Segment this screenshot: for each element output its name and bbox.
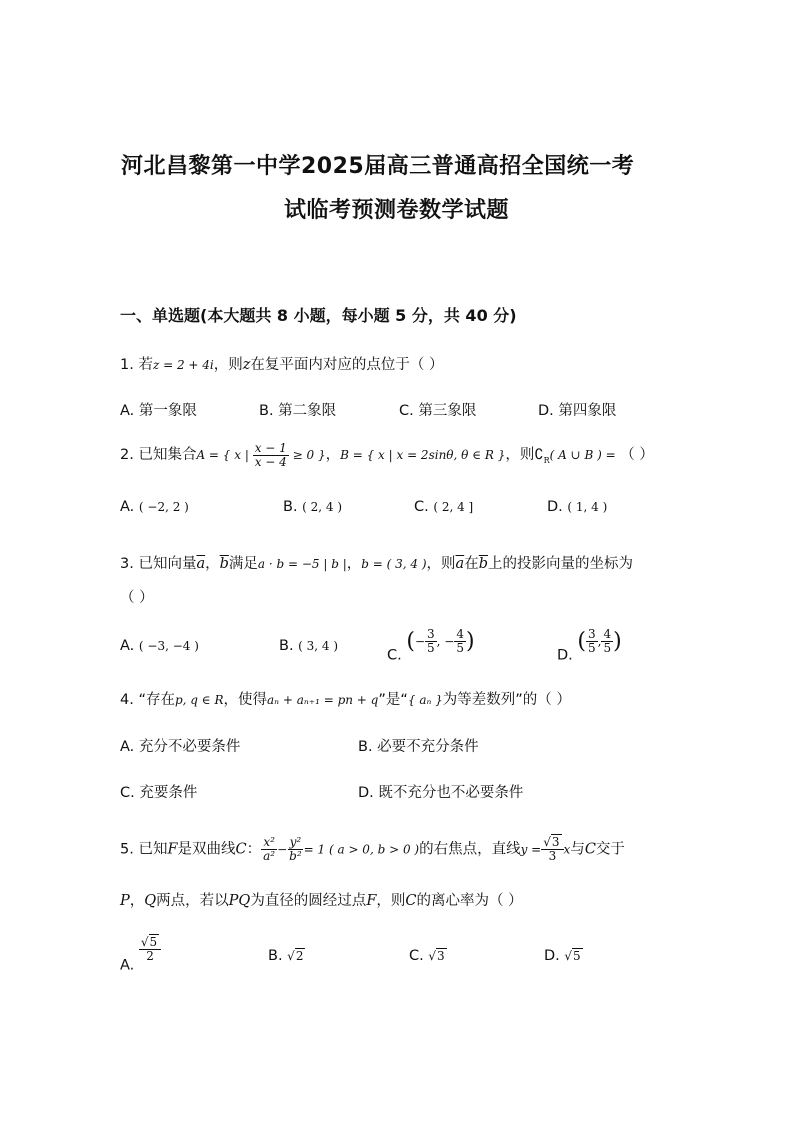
q3-option-d: D. ( $\frac{3}{5}$ , $\frac{4}{5}$ ) [557, 627, 622, 664]
q3-option-c: C. (− $\frac{3}{5}$ , − $\frac{4}{5}$ ) [387, 627, 475, 664]
question-2: 2. 已知集合A = { x | $\frac{x - 1}{x - 4}$ ≥ 0 }，B = { x | x = 2sinθ, θ ∈ R }，则$∁_R$( A ∪ B ) = （ ） [120, 441, 654, 470]
q1-post: 在复平面内对应的点位于（ ） [250, 357, 444, 373]
q3-paren: （ ） [120, 590, 154, 606]
q4-option-d: D. 既不充分也不必要条件 [358, 785, 524, 801]
q1-expression: z = 2 + 4i [152, 358, 214, 372]
q2-option-d: D. ( 1, 4 ) [547, 499, 608, 515]
question-5-line-1: 5. 已知F是双曲线C： $\frac{\text{x²}}{\text{a²}}$ − $\frac{\text{y²}}{\text{b²}}$ = 1 ( a > 0, b > 0 )的右焦点，直线y = $\frac{√3}{3}$ x与C交于 [120, 835, 625, 864]
complement-symbol: $∁_R$ [534, 447, 550, 466]
q3-option-a: A. ( −3, −4 ) [120, 638, 199, 654]
q3-b-value: b = ( 3, 4 ) [361, 557, 427, 571]
q2-option-a: A. ( −2, 2 ) [120, 499, 189, 515]
title-line-2: 试临考预测卷数学试题 [284, 198, 510, 223]
q4-option-c: C. 充要条件 [120, 785, 198, 801]
q1-option-b: B. 第二象限 [259, 403, 337, 419]
section-heading: 一、单选题(本大题共 8 小题，每小题 5 分，共 40 分) [120, 306, 517, 325]
q4-option-b: B. 必要不充分条件 [358, 739, 479, 755]
q2-set-b: B = { x | x = 2sinθ, θ ∈ R } [340, 448, 506, 463]
q1-mid: ，则 [213, 357, 243, 373]
question-3: 3. 已知向量$\overline{a}$，$\overline{b}$满足a · b = −5 | b |，b = ( 3, 4 )，则$\overline{a}$在$\overline{b}$上的投影向量的坐标为 [120, 556, 633, 572]
q5-option-b: B. √2 [268, 948, 304, 964]
q2-option-c: C. ( 2, 4 ] [414, 499, 474, 515]
q2-option-b: B. ( 2, 4 ) [283, 499, 343, 515]
q1-number: 1. [120, 357, 134, 373]
q4-option-a: A. 充分不必要条件 [120, 739, 241, 755]
q1-var: z [242, 357, 251, 373]
question-5-line-2: P，Q两点，若以PQ为直径的圆经过点F，则C的离心率为（ ） [120, 893, 523, 909]
q5-option-a: A. $\frac{√5}{2}$ [120, 936, 161, 974]
q1-pre: 若 [138, 357, 153, 373]
q1-option-a: A. 第一象限 [120, 403, 197, 419]
q3-option-b: B. ( 3, 4 ) [279, 638, 339, 654]
q5-option-c: C. √3 [409, 948, 445, 964]
question-1 [120, 353, 444, 374]
q1-option-d: D. 第四象限 [538, 403, 617, 419]
title-line-1: 河北昌黎第一中学2025届高三普通高招全国统一考 [121, 154, 635, 179]
q3-condition: a · b = −5 | b | [257, 557, 347, 571]
q1-option-c: C. 第三象限 [399, 403, 477, 419]
question-4: 4. “存在p, q ∈ R，使得aₙ + aₙ₊₁ = pn + q”是“{ aₙ }为等差数列”的（ ） [120, 692, 571, 708]
q5-option-d: D. √5 [544, 948, 581, 964]
q2-set-a: A = { x | $\frac{x - 1}{x - 4}$ ≥ 0 } [196, 441, 326, 470]
